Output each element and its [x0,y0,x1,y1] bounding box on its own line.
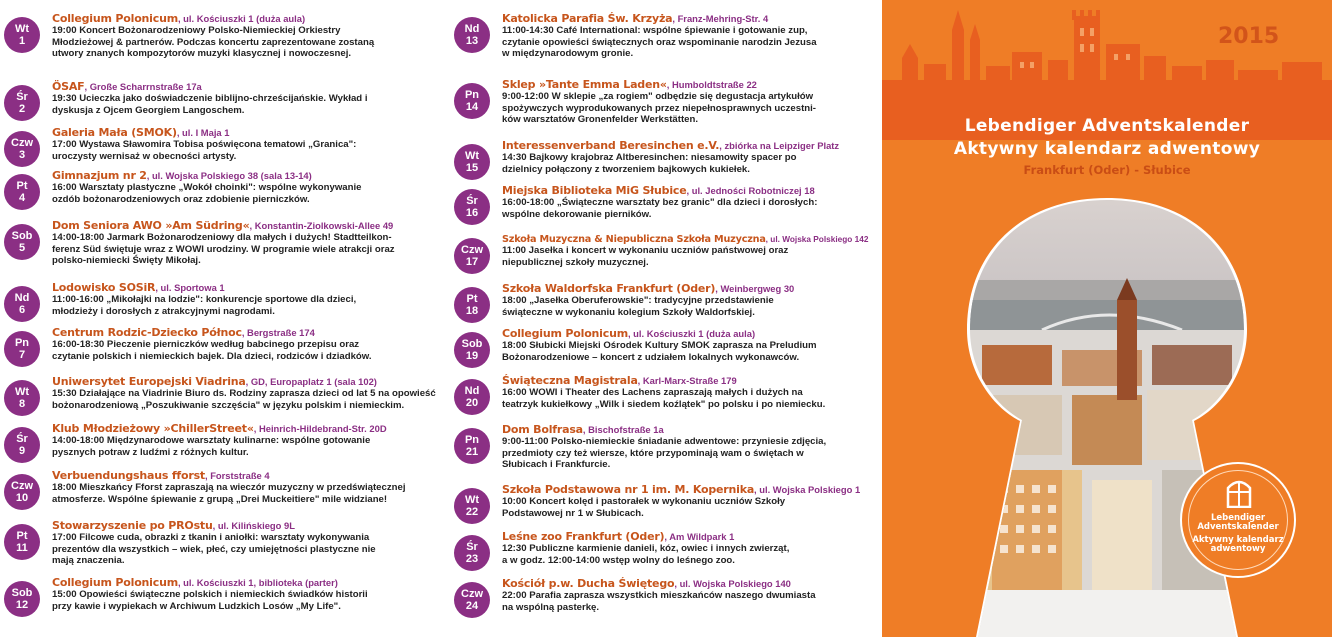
event-description-line: 17:00 Filcowe cuda, obrazki z tkanin i aniołki: warsztaty wykonywania [52,532,370,544]
event-description-line: przy kawie i wypiekach w Archiwum Ludzkich Losów „My Life". [52,600,341,612]
entry-title [52,81,440,93]
stamp-text-line-3: Aktywny kalendarz [1192,535,1284,545]
entry-text [502,531,878,566]
entry-text [52,520,440,566]
day-badge [454,287,490,323]
entry-text [52,470,440,505]
entry-text [502,283,878,318]
venue-address: , Am Wildpark 1 [664,531,735,542]
venue-address: , Karl-Marx-Straße 179 [637,375,737,386]
day-number: 6 [18,304,26,316]
weekday-abbr: Śr [16,433,28,445]
event-description-line: polsko-niemiecki Święty Mikołaj. [52,254,201,266]
event-description-line: a w godz. 12:00-14:00 wstęp wolny do leśnego zoo. [502,554,735,566]
venue-address: , ul. Kościuszki 1 (duża aula) [627,328,756,339]
weekday-abbr: Śr [466,195,478,207]
event-description-line: 14:30 Bajkowy krajobraz Altberesinchen: niesamowity spacer po [502,152,797,164]
entry-title [502,531,878,543]
weekday-abbr: Czw [11,137,33,149]
day-number: 16 [465,207,479,219]
venue-name: Kościół p.w. Ducha Świętego [502,577,675,590]
day-badge [4,524,40,560]
weekday-abbr: Pt [16,530,28,542]
day-badge [4,17,40,53]
event-description-line: w międzynarodowym gronie. [502,47,634,59]
year-label: 2015 [1218,24,1280,49]
weekday-abbr: Pt [466,293,478,305]
event-description-line: 15:30 Działające na Viadrinie Biuro ds. Rodziny zaprasza dzieci od lat 5 na opowieść [52,388,436,400]
event-description-line: dyskusja z Ojcem Georgiem Langoschem. [52,104,245,116]
weekday-abbr: Sob [11,230,33,242]
day-number: 11 [16,542,28,554]
day-number: 3 [18,149,26,161]
cover-panel [882,0,1332,637]
day-badge [454,428,490,464]
venue-name: Interessenverband Beresinchen e.V. [502,139,720,152]
day-badge [454,488,490,524]
event-description-line: 19:30 Ucieczka jako doświadczenie biblijno-chrześcijańskie. Wykład i [52,93,368,105]
venue-address: , ul. Wojska Polskiego 1 [754,484,861,495]
venue-name: Katolicka Parafia Św. Krzyża [502,12,673,25]
entry-title [502,424,878,436]
day-badge [454,535,490,571]
venue-address: , Franz-Mehring-Str. 4 [672,13,769,24]
venue-address: , Humboldtstraße 22 [666,79,757,90]
weekday-abbr: Czw [11,480,33,492]
day-number: 17 [465,256,479,268]
day-number: 23 [465,553,479,565]
venue-address: , zbiórka na Leipziger Platz [719,140,840,151]
weekday-abbr: Pn [14,337,30,349]
event-description-line: przedmioty czy też wiersze, które przypominają wam o świętach w [502,447,804,459]
weekday-abbr: Pn [464,89,480,101]
event-description-line: młodzieży i dorosłych z atrakcyjnymi nagrodami. [52,305,275,317]
venue-name: Gimnazjum nr 2 [52,169,147,182]
weekday-abbr: Pt [16,180,28,192]
event-description-line: na wspólną pasterkę. [502,601,600,613]
title-german: Lebendiger Adventskalender [964,116,1250,136]
day-number: 1 [18,35,26,47]
weekday-abbr: Wt [14,23,30,35]
entry-title [52,470,440,482]
event-description-line: 19:00 Koncert Bożonarodzeniowy Polsko-Niemieckiej Orkiestry [52,25,341,37]
event-description-line: 9:00-12:00 W sklepie „za rogiem" odbędzie się degustacja artykułów [502,91,814,103]
weekday-abbr: Czw [461,588,483,600]
entry-text [52,376,440,411]
day-badge [4,174,40,210]
venue-address: , ul. Wojska Polskiego 38 (sala 13-14) [146,170,312,181]
entry-text [52,127,440,162]
entry-text [502,234,878,268]
venue-name: Miejska Biblioteka MiG Słubice [502,184,687,197]
door-icon [1225,476,1253,508]
entry-title [502,578,878,590]
venue-name: Świąteczna Magistrala [502,374,638,387]
venue-name: ÖSAF [52,80,85,93]
event-description-line: 16:00-18:00 „Świąteczne warsztaty bez granic" dla dzieci i dorosłych: [502,197,818,209]
event-description-line: wspólne dekorowanie pierników. [502,208,652,220]
entry-text [502,578,878,613]
weekday-abbr: Wt [14,386,30,398]
event-description-line: Bożonarodzeniowe – koncert z udziałem lokalnych wykonawców. [502,351,800,363]
entry-title [502,140,878,152]
entry-title [502,328,878,340]
event-description-line: 17:00 Wystawa Sławomira Tobisa poświęcona tematowi „Granica": [52,139,357,151]
day-badge [454,83,490,119]
venue-name: Lodowisko SOSiR [52,281,156,294]
entry-title [52,376,440,388]
day-number: 2 [18,103,26,115]
entry-text [502,185,878,220]
day-badge [4,131,40,167]
event-description-line: Podstawowej nr 1 w Słubicach. [502,507,644,519]
venue-name: Szkoła Podstawowa nr 1 im. M. Kopernika [502,483,755,496]
entry-title [52,520,440,532]
entry-text [52,170,440,205]
venue-address: , ul. Jedności Robotniczej 18 [686,185,815,196]
entry-text [502,375,878,410]
day-number: 15 [465,162,479,174]
entry-title [52,327,440,339]
venue-name: Sklep »Tante Emma Laden« [502,78,667,91]
venue-address: , Bischofstraße 1a [582,424,664,435]
event-description-line: ferenz Süd świętuje wraz z WOWI urodziny. W programie wiele atrakcji oraz [52,243,395,255]
stamp-text-line-4: adwentowy [1210,544,1266,554]
event-description-line: atmosferze. Wspólne śpiewanie z grupą „Drei Muckeitiere" mile widziane! [52,493,388,505]
entry-title [52,282,440,294]
venue-name: Uniwersytet Europejski Viadrina [52,375,246,388]
event-description-line: teatrzyk kukiełkowy „Wilk i siedem koźlątek" po polsku i po niemiecku. [502,398,826,410]
event-description-line: świąteczne w wykonaniu kolegium Szkoły Waldorfskiej. [502,306,755,318]
entry-title [52,220,440,232]
event-description-line: 16:00-18:30 Pieczenie pierniczków według babcinego przepisu oraz [52,339,360,351]
entry-title [52,13,440,25]
entry-text [52,327,440,362]
venue-name: Klub Młodzieżowy »ChillerStreet« [52,422,254,435]
entry-text [52,577,440,612]
entry-title [52,170,440,182]
entry-title [502,13,878,25]
weekday-abbr: Pn [464,434,480,446]
entry-title [52,423,440,435]
event-description-line: utwory znanych kompozytorów muzyki klasycznej i nowoczesnej. [52,47,352,59]
day-number: 7 [18,349,26,361]
venue-name: Galeria Mała (SMOK) [52,126,177,139]
venue-address: , ul. Kościuszki 1 (duża aula) [177,13,306,24]
venue-address: , Forststraße 4 [204,470,270,481]
day-badge [454,379,490,415]
event-description-line: niepublicznej szkoły muzycznej. [502,256,649,268]
day-badge [454,144,490,180]
day-badge [4,474,40,510]
venue-name: Leśne zoo Frankfurt (Oder) [502,530,665,543]
event-description-line: 22:00 Parafia zaprasza wszystkich mieszkańców naszego dwumiasta [502,590,816,602]
event-description-line: 16:00 WOWI i Theater des Lachens zapraszają małych i dużych na [502,387,803,399]
day-number: 8 [18,398,26,410]
venue-address: , ul. I Maja 1 [176,127,230,138]
venue-address: , ul. Kościuszki 1, biblioteka (parter) [177,577,338,588]
event-description-line: 10:00 Koncert kolęd i pastorałek w wykonaniu uczniów Szkoły [502,496,786,508]
stamp-text-line-2: Adventskalender [1197,522,1279,532]
venue-address: , Weinbergweg 30 [715,283,795,294]
day-number: 22 [465,506,479,518]
logo-stamp [1180,462,1296,578]
day-badge [454,332,490,368]
day-badge [454,582,490,618]
entry-title [52,577,440,589]
weekday-abbr: Śr [466,541,478,553]
weekday-abbr: Nd [464,385,480,397]
day-number: 10 [15,492,29,504]
venue-name: Centrum Rodzic-Dziecko Północ [52,326,242,339]
venue-address: , Heinrich-Hildebrand-Str. 20D [253,423,387,434]
event-description-line: 11:00-16:00 „Mikołajki na lodzie": konkurencje sportowe dla dzieci, [52,294,357,306]
entry-text [502,328,878,363]
day-badge [4,286,40,322]
entry-text [52,13,440,59]
cities-subtitle: Frankfurt (Oder) - Słubice [1023,163,1191,177]
weekday-abbr: Sob [461,338,483,350]
day-number: 13 [465,35,479,47]
entry-text [502,424,878,470]
weekday-abbr: Czw [461,244,483,256]
venue-name: Verbuendungshaus fforst [52,469,205,482]
entry-title [502,375,878,387]
event-description-line: prezentów dla wszystkich – wiek, płeć, czy umiejętności plastyczne nie [52,543,376,555]
venue-name: Collegium Polonicum [52,12,178,25]
title-polish: Aktywny kalendarz adwentowy [953,139,1261,159]
day-number: 9 [18,445,26,457]
entry-title [502,484,878,496]
entry-text [502,140,878,175]
day-badge [4,427,40,463]
entry-title [502,283,878,295]
day-number: 12 [15,599,29,611]
venue-name: Stowarzyszenie po PROstu [52,519,213,532]
day-number: 4 [18,192,26,204]
day-number: 18 [465,305,479,317]
event-description-line: 14:00-18:00 Jarmark Bożonarodzeniowy dla małych i dużych! Stadtteilkon- [52,232,392,244]
event-description-line: ozdób bożonarodzeniowych oraz zdobienie pierniczków. [52,193,310,205]
venue-name: Collegium Polonicum [502,327,628,340]
entry-title [502,185,878,197]
venue-address: , ul. Wojska Polskiego 140 [674,578,791,589]
entry-text [52,220,440,266]
event-description-line: mają znaczenia. [52,554,125,566]
venue-address: , ul. Sportowa 1 [155,282,225,293]
event-description-line: 9:00-11:00 Polsko-niemieckie śniadanie adwentowe: przyniesie zdjęcia, [502,436,827,448]
day-badge [4,331,40,367]
event-description-line: 18:00 Słubicki Miejski Ośrodek Kultury SMOK zaprasza na Preludium [502,340,817,352]
event-description-line: Młodzieżowej & partnerów. Podczas koncertu zaprezentowane zostaną [52,36,375,48]
day-number: 19 [465,350,479,362]
event-description-line: czytanie opowieści świątecznych oraz wspominanie narodzin Jezusa [502,36,817,48]
weekday-abbr: Śr [16,91,28,103]
stamp-text-line-1: Lebendiger [1210,513,1266,523]
day-number: 5 [18,242,26,254]
day-badge [454,17,490,53]
weekday-abbr: Nd [14,292,30,304]
event-description-line: 11:00-14:30 Café International: wspólne śpiewanie i gotowanie zup, [502,25,808,37]
day-badge [4,224,40,260]
venue-name: Dom Seniora AWO »Am Südring« [52,219,250,232]
weekday-abbr: Sob [11,587,33,599]
venue-name: Collegium Polonicum [52,576,178,589]
event-description-line: Słubicach i Frankfurcie. [502,458,611,470]
day-number: 24 [465,600,479,612]
day-badge [4,85,40,121]
day-number: 21 [465,446,479,458]
day-badge [4,581,40,617]
venue-address: , Große Scharrnstraße 17a [84,81,202,92]
day-number: 20 [465,397,479,409]
event-description-line: 11:00 Jasełka i koncert w wykonaniu uczniów państwowej oraz [502,245,789,257]
event-description-line: bożonarodzeniową „Poszukiwanie szczęścia" w języku polskim i niemieckim. [52,399,405,411]
event-description-line: 15:00 Opowieści świąteczne polskich i niemieckich świadków historii [52,589,368,601]
event-description-line: ków warsztatów Gronenfelder Werkstätten. [502,113,699,125]
venue-address: , Konstantin-Ziolkowski-Allee 49 [249,220,394,231]
event-description-line: spożywczych wyprodukowanych przez niepełnosprawnych uczestni- [502,102,816,114]
entry-title [502,79,878,91]
venue-address: , ul. Kilińskiego 9L [212,520,295,531]
entry-text [52,81,440,116]
day-badge [454,238,490,274]
event-description-line: 18:00 „Jasełka Oberuferowskie": tradycyjne przedstawienie [502,295,774,307]
weekday-abbr: Wt [464,150,480,162]
day-number: 14 [465,101,479,113]
event-description-line: 16:00 Warsztaty plastyczne „Wokół choinki": wspólne wykonywanie [52,182,362,194]
entry-title [502,234,878,245]
venue-name: Szkoła Waldorfska Frankfurt (Oder) [502,282,716,295]
venue-address: , GD, Europaplatz 1 (sala 102) [245,376,377,387]
event-description-line: uroczysty wernisaż w obecności artysty. [52,150,237,162]
event-description-line: 14:00-18:00 Międzynarodowe warsztaty kulinarne: wspólne gotowanie [52,435,371,447]
entry-text [502,13,878,59]
entry-text [502,79,878,125]
event-description-line: 18:00 Mieszkańcy Fforst zapraszają na wieczór muzyczny w przedświątecznej [52,482,406,494]
event-description-line: 12:30 Publiczne karmienie danieli, kóz, owiec i innych zwierząt, [502,543,790,555]
entry-text [52,423,440,458]
entry-text [52,282,440,317]
entry-text [502,484,878,519]
venue-address: , Bergstraße 174 [241,327,315,338]
entry-title [52,127,440,139]
day-badge [4,380,40,416]
weekday-abbr: Wt [464,494,480,506]
venue-name: Dom Bolfrasa [502,423,583,436]
day-badge [454,189,490,225]
event-description-line: dzielnicy połączony z tworzeniem bajkowych kukiełek. [502,163,750,175]
venue-name: Szkoła Muzyczna & Niepubliczna Szkoła Muzyczna [502,234,766,245]
event-description-line: czytanie polskich i niemieckich bajek. Dla dzieci, rodziców i dziadków. [52,350,372,362]
venue-address: , ul. Wojska Polskiego 142 [765,235,869,244]
weekday-abbr: Nd [464,23,480,35]
event-description-line: pysznych potraw z ludźmi z różnych kultur. [52,446,249,458]
